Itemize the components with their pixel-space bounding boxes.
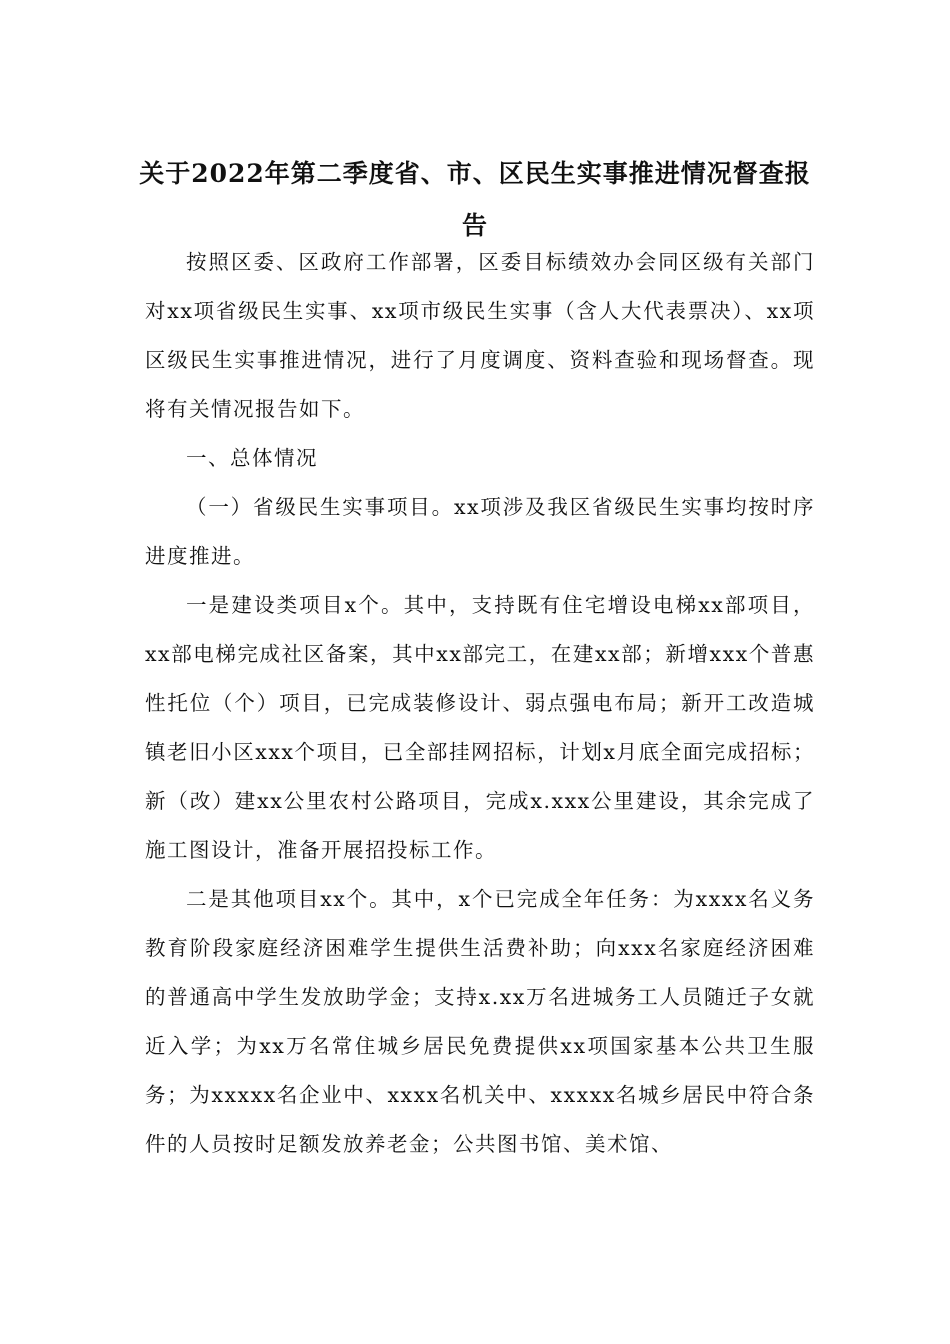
- paragraph-provincial-projects: （一）省级民生实事项目。xx项涉及我区省级民生实事均按时序进度推进。: [145, 495, 815, 568]
- paragraph-intro: 按照区委、区政府工作部署，区委目标绩效办会同区级有关部门对xx项省级民生实事、xx项市级民生实事（含人大代表票决）、xx项区级民生实事推进情况，进行了月度调度、资料查验和现场督查。现将有关情况报告如下。: [145, 250, 815, 421]
- section-heading-overall: 一、总体情况: [186, 446, 318, 470]
- document-body: [145, 238, 815, 1169]
- paragraph-construction-projects: 一是建设类项目x个。其中，支持既有住宅增设电梯xx部项目，xx部电梯完成社区备案，其中xx部完工，在建xx部；新增xxx个普惠性托位（个）项目，已完成装修设计、弱点强电布局；新开工改造城镇老旧小区xxx个项目，已全部挂网招标，计划x月底全面完成招标；新（改）建xx公里农村公路项目，完成x.xxx公里建设，其余完成了施工图设计，准备开展招投标工作。: [145, 593, 815, 862]
- document-title: 关于2022年第二季度省、市、区民生实事推进情况督查报告: [139, 159, 811, 240]
- paragraph-other-projects: 二是其他项目xx个。其中，x个已完成全年任务：为xxxx名义务教育阶段家庭经济困难学生提供生活费补助；向xxx名家庭经济困难的普通高中学生发放助学金；支持x.xx万名进城务工人员随迁子女就近入学；为xx万名常住城乡居民免费提供xx项国家基本公共卫生服务；为xxxxx名企业中、xxxx名机关中、xxxxx名城乡居民中符合条件的人员按时足额发放养老金；公共图书馆、美术馆、: [145, 887, 815, 1156]
